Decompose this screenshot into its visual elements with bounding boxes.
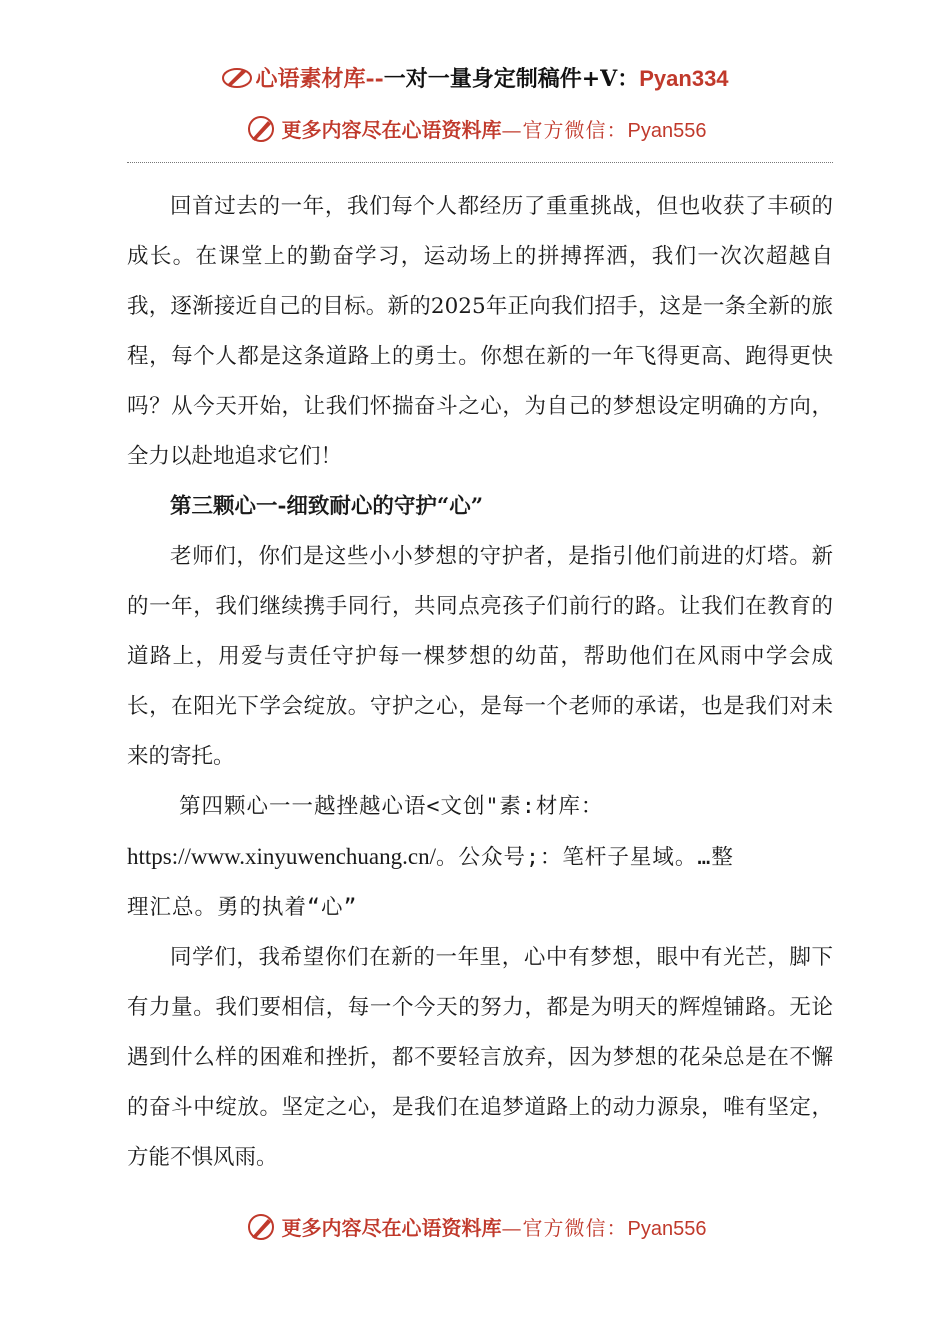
paragraph-2: 老师们，你们是这些小小梦想的守护者，是指引他们前进的灯塔。新的一年，我们继续携手同行，共同点亮孩子们前行的路。让我们在教育的道路上，用爱与责任守护每一棵梦想的幼苗，帮助他们在风雨中学会成长，在阳光下学会绽放。守护之心，是每一个老师的承诺，也是我们对未来的寄托。 — [127, 544, 833, 769]
document-body — [127, 182, 833, 1183]
banner-contact-id: Pyan556 — [627, 120, 707, 142]
banner-main-text: 更多内容尽在心语资料库 — [281, 1216, 502, 1240]
pen-logo-icon — [244, 1213, 278, 1246]
paragraph-3: 同学们，我希望你们在新的一年里，心中有梦想，眼中有光芒，脚下有力量。我们要相信，每一个今天的努力，都是为明天的辉煌铺路。无论遇到什么样的困难和挫折，都不要轻言放弃，因为梦想的花朵总是在不懈的奋斗中绽放。坚定之心，是我们在追梦道路上的动力源泉，唯有坚定，方能不惧风雨。 — [127, 945, 833, 1170]
banner-contact-id: Pyan556 — [627, 1218, 707, 1240]
heading-fourth-heart-line-1: 第四颗心一一越挫越心语<文创"素:材库： — [179, 794, 604, 819]
website-link[interactable]: https://www.xinyuwenchuang.cn/ — [127, 844, 436, 869]
pen-logo-icon — [221, 65, 253, 95]
heading-third-heart: 第三颗心一-细致耐心的守护“心” — [170, 494, 484, 519]
banner-sub-text: —官方微信： — [501, 118, 628, 142]
banner-top — [0, 114, 950, 148]
heading-fourth-heart-line-2 — [127, 832, 833, 883]
header-contact-id: Pyan334 — [639, 66, 729, 91]
site-name: 心语素材库 — [255, 66, 366, 92]
heading-fourth-heart-line-3: 理汇总。勇的执着“心” — [127, 895, 358, 920]
banner-sub-text: —官方微信： — [501, 1216, 628, 1240]
header-top — [0, 62, 950, 95]
banner-main-text: 更多内容尽在心语资料库 — [281, 118, 502, 142]
header-separator: -- — [365, 66, 384, 92]
banner-bottom — [0, 1212, 950, 1246]
header-tagline: 一对一量身定制稿件+V： — [383, 66, 640, 92]
paragraph-1: 回首过去的一年，我们每个人都经历了重重挑战，但也收获了丰硕的成长。在课堂上的勤奋学习，运动场上的拼搏挥洒，我们一次次超越自我，逐渐接近自己的目标。新的2025年正向我们招手，这是一条全新的旅程，每个人都是这条道路上的勇士。你想在新的一年飞得更高、跑得更快吗？从今天开始，让我们怀揣奋斗之心，为自己的梦想设定明确的方向，全力以赴地追求它们！ — [127, 194, 833, 469]
header-divider — [127, 162, 833, 163]
pen-logo-icon — [244, 115, 278, 148]
heading-fourth-heart-line-2-rest: 。公众号;：笔杆子星域。…整 — [435, 845, 734, 870]
